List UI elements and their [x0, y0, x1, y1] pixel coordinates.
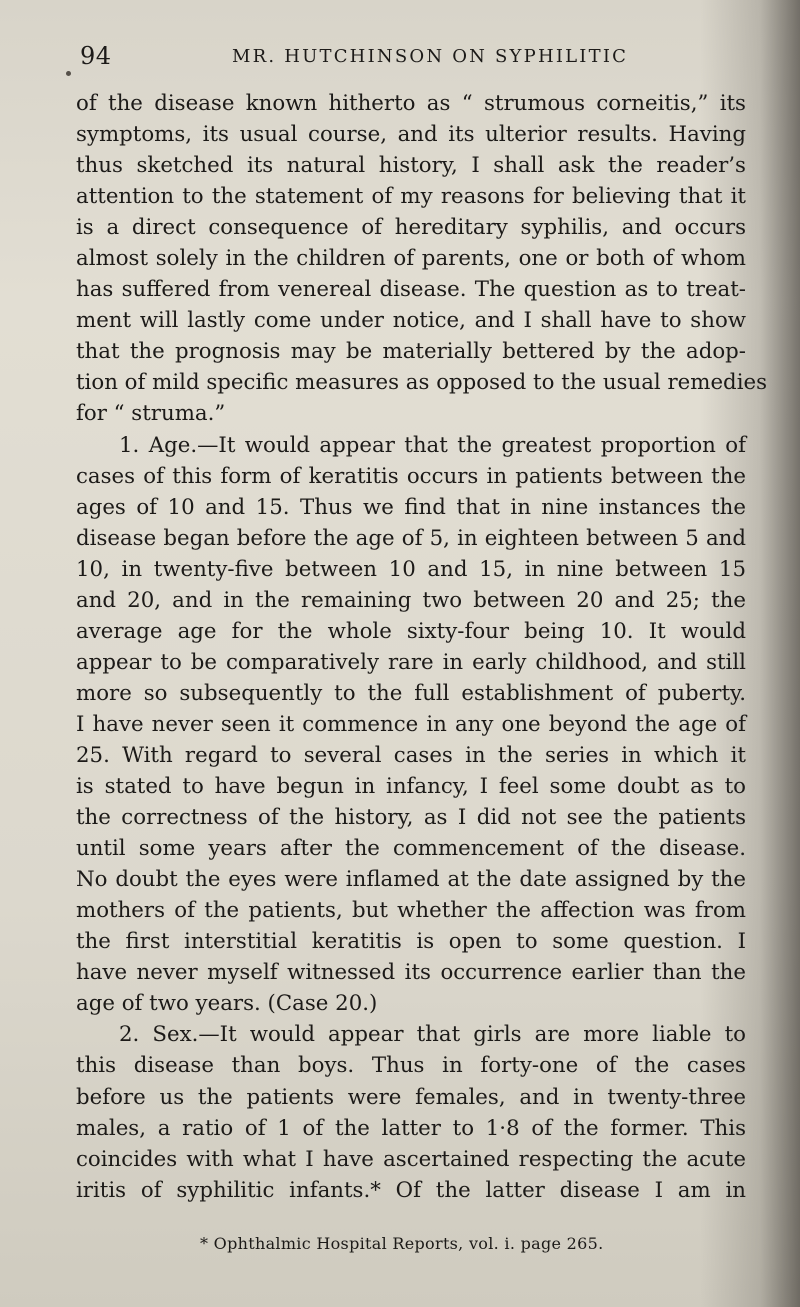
footnote: * Ophthalmic Hospital Reports, vol. i. page 265.	[200, 1234, 604, 1253]
text-line: almost solely in the children of parents, one or both of whom	[76, 246, 746, 272]
text-line: cases of this form of keratitis occurs in patients between the	[76, 463, 746, 489]
text-line: average age for the whole sixty-four being 10. It would	[76, 618, 746, 644]
text-line: tion of mild specific measures as opposed to the usual remedies	[76, 370, 768, 396]
text-line: has suffered from venereal disease. The question as to treat-	[76, 277, 746, 303]
text-line: attention to the statement of my reasons for believing that it	[76, 184, 746, 210]
text-line: mothers of the patients, but whether the affection was from	[76, 898, 746, 924]
text-line: 2. Sex.—It would appear that girls are more liable to	[119, 1022, 746, 1048]
page-number: 94	[80, 42, 112, 70]
text-line: is stated to have begun in infancy, I feel some doubt as to	[76, 774, 746, 800]
text-line: that the prognosis may be materially bettered by the adop-	[76, 339, 746, 365]
text-line: have never myself witnessed its occurrence earlier than the	[76, 960, 746, 986]
print-speck	[66, 71, 71, 76]
text-line: disease began before the age of 5, in eighteen between 5 and	[76, 525, 746, 551]
text-line: iritis of syphilitic infants.* Of the latter disease I am in	[76, 1177, 746, 1203]
text-line: thus sketched its natural history, I shall ask the reader’s	[76, 153, 746, 179]
text-line: ages of 10 and 15. Thus we find that in nine instances the	[76, 494, 746, 520]
running-head: MR. HUTCHINSON ON SYPHILITIC	[232, 46, 629, 67]
text-line: more so subsequently to the full establishment of puberty.	[76, 680, 746, 706]
text-line: of the disease known hitherto as “ strumous corneitis,” its	[76, 91, 746, 116]
text-line: before us the patients were females, and in twenty-three	[76, 1084, 746, 1110]
text-line: 1. Age.—It would appear that the greatest proportion of	[119, 432, 746, 458]
text-line: the correctness of the history, as I did not see the patients	[76, 805, 746, 831]
text-line: symptoms, its usual course, and its ulterior results. Having	[76, 122, 746, 148]
text-line: the first interstitial keratitis is open to some question. I	[76, 929, 746, 955]
text-line: this disease than boys. Thus in forty-one of the cases	[76, 1053, 746, 1079]
text-line: ment will lastly come under notice, and I shall have to show	[76, 308, 746, 334]
text-line: I have never seen it commence in any one beyond the age of	[76, 711, 746, 737]
page-header	[80, 42, 745, 72]
text-line: 25. With regard to several cases in the series in which it	[76, 742, 746, 768]
text-line: No doubt the eyes were inflamed at the date assigned by the	[76, 867, 746, 893]
text-line: and 20, and in the remaining two between 20 and 25; the	[76, 587, 746, 613]
text-line: males, a ratio of 1 of the latter to 1·8 of the former. This	[76, 1115, 746, 1141]
text-line: is a direct consequence of hereditary syphilis, and occurs	[76, 215, 746, 241]
body-text	[76, 88, 768, 1206]
text-line: until some years after the commencement of the disease.	[76, 836, 746, 862]
text-line: coincides with what I have ascertained respecting the acute	[76, 1146, 746, 1172]
text-line: for “ struma.”	[76, 401, 226, 427]
text-line: age of two years. (Case 20.)	[76, 991, 378, 1017]
text-line: appear to be comparatively rare in early childhood, and still	[76, 649, 746, 675]
text-line: 10, in twenty-five between 10 and 15, in nine between 15	[76, 556, 746, 582]
